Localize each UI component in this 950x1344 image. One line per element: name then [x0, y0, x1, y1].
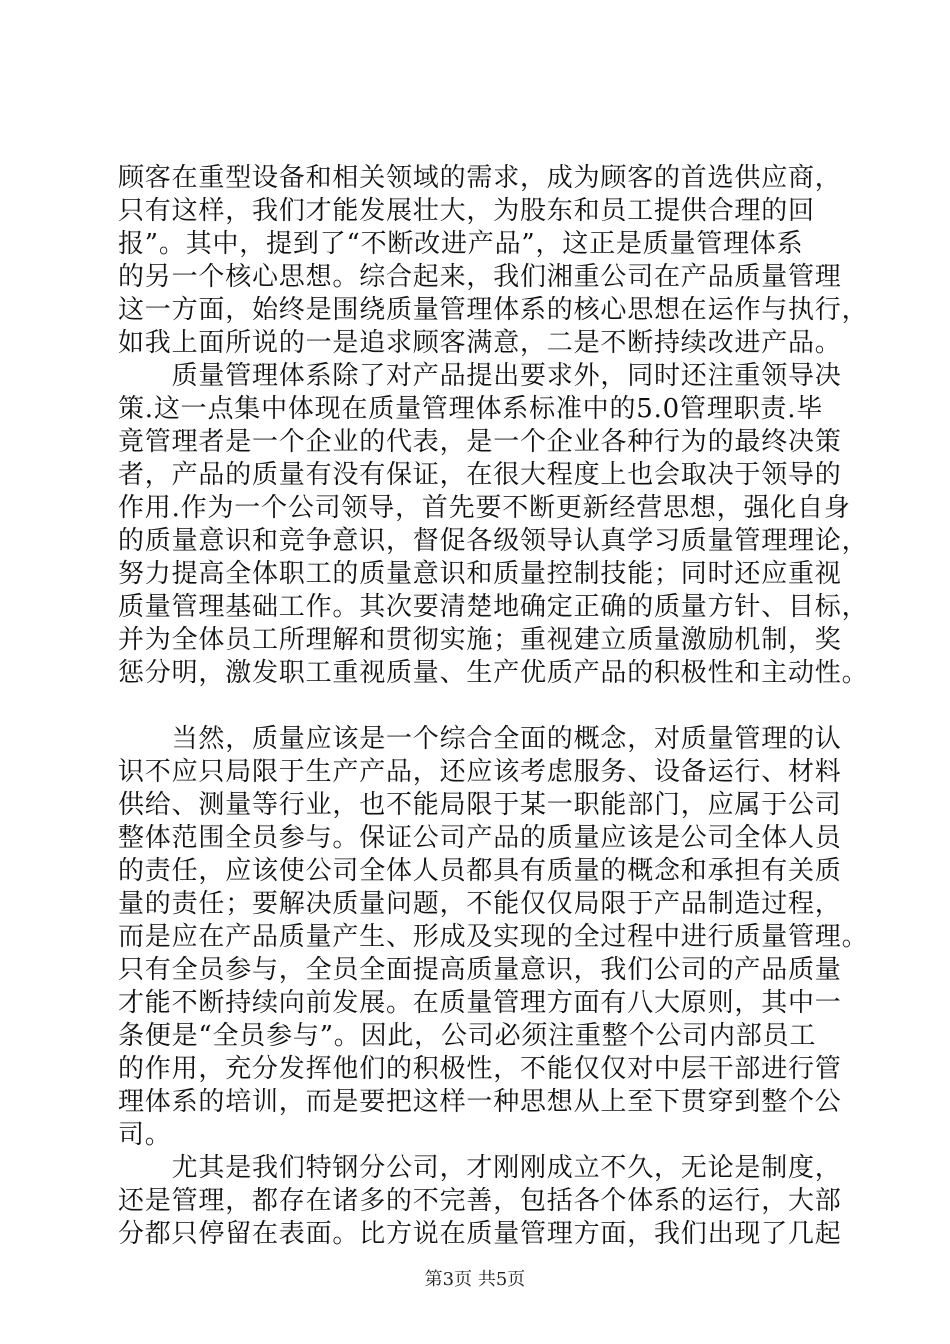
text-line: 竟管理者是一个企业的代表，是一个企业各种行为的最终决策 [118, 427, 842, 457]
paragraph-4 [118, 1152, 848, 1251]
text-line: 整体范围全员参与。保证公司产品的质量应该是公司全体人员 [118, 823, 842, 853]
text-line: 供给、测量等行业，也不能局限于某一职能部门，应属于公司 [118, 790, 842, 820]
text-line: 分都只停留在表面。比方说在质量管理方面，我们出现了几起 [118, 1219, 842, 1249]
text-line: 顾客在重型设备和相关领域的需求，成为顾客的首选供应商， [118, 163, 842, 193]
paragraph-2 [118, 360, 869, 690]
text-line: 的另一个核心思想。综合起来，我们湘重公司在产品质量管理 [118, 262, 842, 292]
document-body [118, 162, 869, 1251]
text-line: 量的责任；要解决质量问题，不能仅仅局限于产品制造过程， [118, 889, 842, 919]
text-line: 识不应只局限于生产产品，还应该考虑服务、设备运行、材料 [118, 757, 842, 787]
paragraph-1 [118, 162, 869, 360]
text-line: 的作用，充分发挥他们的积极性，不能仅仅对中层干部进行管 [118, 1054, 842, 1084]
text-line: 如我上面所说的一是追求顾客满意，二是不断持续改进产品。 [118, 328, 842, 358]
text-line: 质量管理基础工作。其次要清楚地确定正确的质量方针、目标， [118, 592, 869, 622]
text-line: 策.这一点集中体现在质量管理体系标准中的5.0管理职责.毕 [118, 394, 824, 424]
text-line: 这一方面，始终是围绕质量管理体系的核心思想在运作与执行， [118, 295, 869, 325]
text-line: 的责任，应该使公司全体人员都具有质量的概念和承担有关质 [118, 856, 842, 886]
text-line: 作用.作为一个公司领导，首先要不断更新经营思想，强化自身 [118, 493, 851, 523]
paragraph-3 [118, 723, 869, 1152]
text-line: 并为全体员工所理解和贯彻实施；重视建立质量激励机制，奖 [118, 625, 842, 655]
text-line: 当然，质量应该是一个综合全面的概念，对质量管理的认 [118, 724, 842, 754]
text-line: 者，产品的质量有没有保证，在很大程度上也会取决于领导的 [118, 460, 842, 490]
text-line: 而是应在产品质量产生、形成及实现的全过程中进行质量管理。 [118, 922, 869, 952]
text-line: 只有全员参与，全员全面提高质量意识，我们公司的产品质量 [118, 955, 842, 985]
text-line: 才能不断持续向前发展。在质量管理方面有八大原则，其中一 [118, 988, 842, 1018]
text-line: 努力提高全体职工的质量意识和质量控制技能；同时还应重视 [118, 559, 842, 589]
page-number-footer: 第3页 共5页 [424, 1269, 526, 1290]
text-line: 条便是“全员参与”。因此，公司必须注重整个公司内部员工 [118, 1021, 817, 1051]
text-line: 质量管理体系除了对产品提出要求外，同时还注重领导决 [118, 361, 842, 391]
text-line: 理体系的培训，而是要把这样一种思想从上至下贯穿到整个公 [118, 1087, 842, 1117]
text-line: 报”。其中，提到了“不断改进产品”，这正是质量管理体系 [118, 229, 804, 259]
text-line: 的质量意识和竞争意识，督促各级领导认真学习质量管理理论， [118, 526, 869, 556]
text-line: 司。 [118, 1120, 172, 1150]
paragraph-spacer [118, 690, 848, 723]
text-line: 惩分明，激发职工重视质量、生产优质产品的积极性和主动性。 [118, 658, 869, 688]
text-line: 只有这样，我们才能发展壮大，为股东和员工提供合理的回 [118, 196, 815, 226]
text-line: 还是管理，都存在诸多的不完善，包括各个体系的运行，大部 [118, 1186, 842, 1216]
text-line: 尤其是我们特钢分公司，才刚刚成立不久，无论是制度， [118, 1153, 842, 1183]
